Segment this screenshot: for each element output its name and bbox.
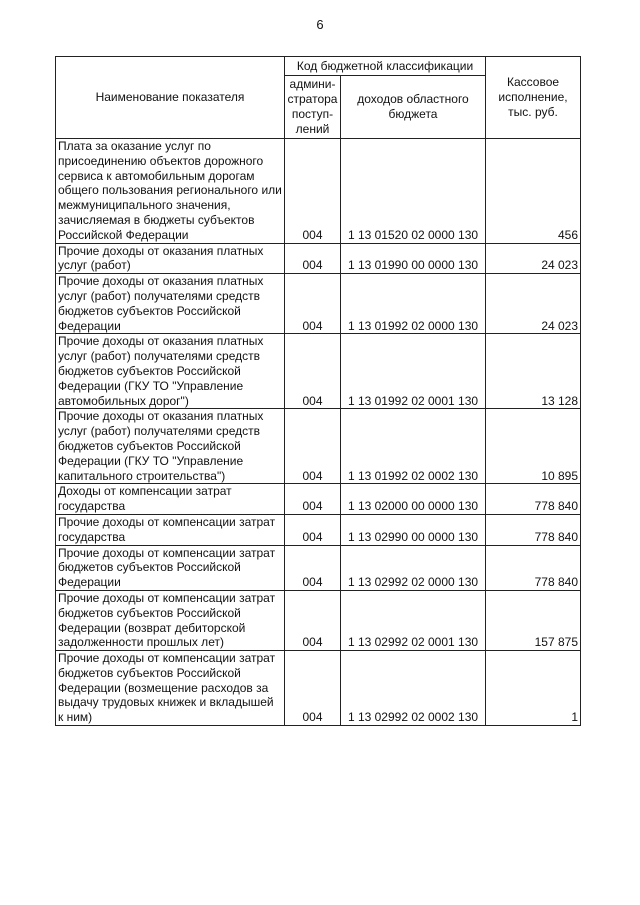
row-admin-code: 004 xyxy=(285,651,341,726)
row-name: Прочие доходы от оказания платных услуг (работ) получателями средств бюджетов субъектов Российской Федерации xyxy=(56,274,285,334)
row-budget-code: 1 13 02992 02 0000 130 xyxy=(341,545,486,590)
table-row xyxy=(56,139,581,244)
row-budget-code: 1 13 02990 00 0000 130 xyxy=(341,514,486,545)
row-amount: 13 128 xyxy=(486,334,581,409)
row-name: Прочие доходы от оказания платных услуг (работ) получателями средств бюджетов субъектов Российской Федерации (ГКУ ТО "Управление автомобильных дорог") xyxy=(56,334,285,409)
row-budget-code: 1 13 01992 02 0002 130 xyxy=(341,409,486,484)
table-row xyxy=(56,334,581,409)
table-row xyxy=(56,274,581,334)
header-amount-column: Кассовое исполнение, тыс. руб. xyxy=(486,57,581,139)
row-amount: 778 840 xyxy=(486,484,581,515)
row-budget-code: 1 13 01520 02 0000 130 xyxy=(341,139,486,244)
budget-revenue-table xyxy=(55,56,581,726)
row-admin-code: 004 xyxy=(285,274,341,334)
row-amount: 10 895 xyxy=(486,409,581,484)
table-row xyxy=(56,545,581,590)
row-budget-code: 1 13 01992 02 0000 130 xyxy=(341,274,486,334)
table-row xyxy=(56,651,581,726)
header-code-column: доходов областного бюджета xyxy=(341,76,486,139)
row-admin-code: 004 xyxy=(285,514,341,545)
row-budget-code: 1 13 02992 02 0001 130 xyxy=(341,590,486,650)
header-admin-column: админи-стратора поступ-лений xyxy=(285,76,341,139)
row-admin-code: 004 xyxy=(285,484,341,515)
table-header xyxy=(56,57,581,139)
row-name: Прочие доходы от компенсации затрат бюджетов субъектов Российской Федерации (возврат дебиторской задолженности прошлых лет) xyxy=(56,590,285,650)
table-row xyxy=(56,243,581,274)
row-name: Прочие доходы от оказания платных услуг (работ) получателями средств бюджетов субъектов Российской Федерации (ГКУ ТО "Управление капитального строительства") xyxy=(56,409,285,484)
table-row xyxy=(56,590,581,650)
row-amount: 157 875 xyxy=(486,590,581,650)
row-admin-code: 004 xyxy=(285,409,341,484)
row-budget-code: 1 13 01992 02 0001 130 xyxy=(341,334,486,409)
table-row xyxy=(56,484,581,515)
row-name: Прочие доходы от компенсации затрат бюджетов субъектов Российской Федерации (возмещение расходов за выдачу трудовых книжек и вкладышей к ним) xyxy=(56,651,285,726)
row-name: Прочие доходы от оказания платных услуг (работ) xyxy=(56,243,285,274)
row-amount: 778 840 xyxy=(486,514,581,545)
row-name: Плата за оказание услуг по присоединению объектов дорожного сервиса к автомобильным дорогам общего пользования регионального или межмуниципального значения, зачисляемая в бюджеты субъектов Российской Федерации xyxy=(56,139,285,244)
table-row xyxy=(56,514,581,545)
row-amount: 24 023 xyxy=(486,243,581,274)
row-budget-code: 1 13 02992 02 0002 130 xyxy=(341,651,486,726)
row-name: Прочие доходы от компенсации затрат государства xyxy=(56,514,285,545)
row-budget-code: 1 13 01990 00 0000 130 xyxy=(341,243,486,274)
table-body xyxy=(56,139,581,726)
table-row xyxy=(56,409,581,484)
row-budget-code: 1 13 02000 00 0000 130 xyxy=(341,484,486,515)
row-amount: 24 023 xyxy=(486,274,581,334)
row-name: Прочие доходы от компенсации затрат бюджетов субъектов Российской Федерации xyxy=(56,545,285,590)
row-admin-code: 004 xyxy=(285,334,341,409)
row-amount: 456 xyxy=(486,139,581,244)
header-classification-group: Код бюджетной классификации xyxy=(285,57,486,76)
row-amount: 1 xyxy=(486,651,581,726)
row-admin-code: 004 xyxy=(285,545,341,590)
row-admin-code: 004 xyxy=(285,139,341,244)
header-name-column: Наименование показателя xyxy=(56,57,285,139)
row-admin-code: 004 xyxy=(285,243,341,274)
row-amount: 778 840 xyxy=(486,545,581,590)
page-number: 6 xyxy=(316,17,324,32)
row-name: Доходы от компенсации затрат государства xyxy=(56,484,285,515)
row-admin-code: 004 xyxy=(285,590,341,650)
